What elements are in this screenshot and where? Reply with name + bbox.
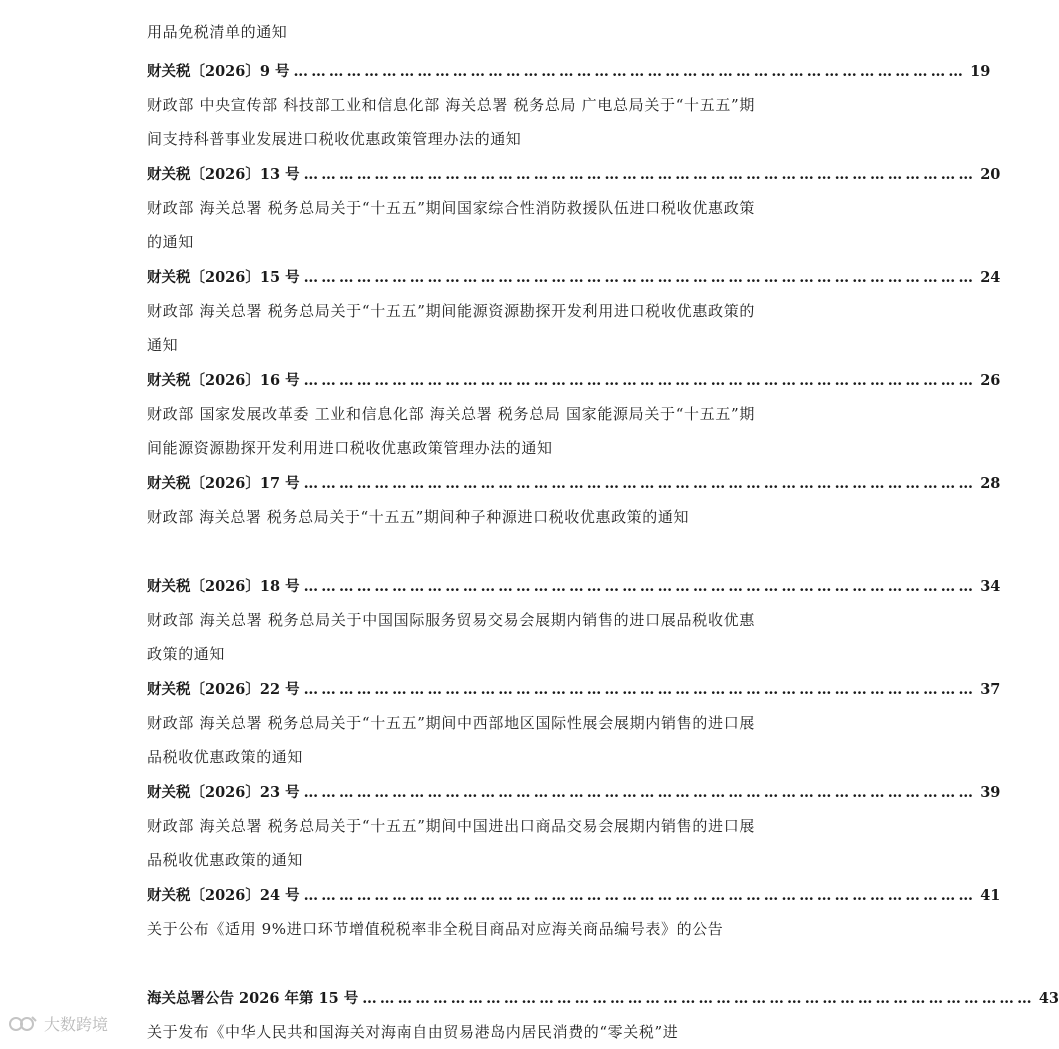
toc-entry-heading (147, 163, 1001, 185)
document-code: 财关税〔2026〕22 号 (147, 681, 300, 698)
document-title: 财政部 海关总署 税务总局关于“十五五”期间国家综合性消防救援队伍进口税收优惠政策的通知 (147, 199, 755, 251)
toc-entry[interactable] (147, 987, 1059, 1049)
page-number: 26 (980, 372, 1001, 389)
page-number: 20 (980, 166, 1001, 183)
page-number: 43 (1038, 990, 1059, 1007)
toc-entry-heading (147, 781, 1001, 803)
document-code: 财关税〔2026〕15 号 (147, 269, 300, 286)
document-code: 海关总署公告 2026 年第 15 号 (147, 990, 359, 1007)
document-code: 财关税〔2026〕18 号 (147, 578, 300, 595)
toc-entry-heading (147, 60, 991, 82)
document-title: 财政部 海关总署 税务总局关于“十五五”期间种子种源进口税收优惠政策的通知 (147, 508, 690, 526)
leader-dots: …………………………………………………………………………………………………… (303, 681, 977, 698)
toc-entry-heading (147, 987, 1059, 1009)
page-number: 24 (980, 269, 1001, 286)
page-number: 41 (980, 887, 1001, 904)
page-number: 28 (980, 475, 1001, 492)
toc-entry-heading (147, 266, 1001, 288)
document-title: 财政部 海关总署 税务总局关于“十五五”期间能源资源勘探开发利用进口税收优惠政策的通知 (147, 302, 755, 354)
continued-description: 用品免税清单的通知 (147, 23, 288, 41)
document-title: 财政部 海关总署 税务总局关于“十五五”期间中西部地区国际性展会展期内销售的进口展品税收优惠政策的通知 (147, 714, 755, 766)
page-number: 39 (980, 784, 1001, 801)
document-title: 财政部 中央宣传部 科技部工业和信息化部 海关总署 税务总局 广电总局关于“十五五”期间支持科普事业发展进口税收优惠政策管理办法的通知 (147, 96, 755, 148)
toc-entry-heading (147, 575, 1001, 597)
document-code: 财关税〔2026〕9 号 (147, 63, 290, 80)
page-number: 37 (980, 681, 1001, 698)
watermark-text: 大数跨境 (44, 1015, 109, 1034)
leader-dots: …………………………………………………………………………………………………… (303, 784, 977, 801)
toc-entry[interactable] (147, 781, 1001, 877)
toc-entry[interactable] (147, 60, 991, 156)
toc-entry[interactable] (147, 163, 1001, 259)
leader-dots: …………………………………………………………………………………………………… (303, 475, 977, 492)
page-number: 19 (970, 63, 991, 80)
toc-entry[interactable] (147, 369, 1001, 465)
document-code: 财关税〔2026〕17 号 (147, 475, 300, 492)
toc-entry[interactable] (147, 575, 1001, 671)
document-title: 财政部 国家发展改革委 工业和信息化部 海关总署 税务总局 国家能源局关于“十五五”期间能源资源勘探开发利用进口税收优惠政策管理办法的通知 (147, 405, 755, 457)
document-code: 财关税〔2026〕24 号 (147, 887, 300, 904)
toc-entry[interactable] (147, 678, 1001, 774)
document-title: 关于公布《适用 9%进口环节增值税税率非全税目商品对应海关商品编号表》的公告 (147, 920, 724, 938)
document-title: 关于发布《中华人民共和国海关对海南自由贸易港岛内居民消费的“零关税”进 (147, 1023, 679, 1041)
page-number: 34 (980, 578, 1001, 595)
toc-entry-heading (147, 884, 1001, 906)
toc-entry-heading (147, 369, 1001, 391)
toc-entry[interactable] (147, 472, 1001, 534)
toc-entry-heading (147, 678, 1001, 700)
leader-dots: …………………………………………………………………………………………………… (293, 63, 967, 80)
toc-entry[interactable] (147, 266, 1001, 362)
document-code: 财关税〔2026〕23 号 (147, 784, 300, 801)
watermark (8, 1012, 108, 1035)
leader-dots: …………………………………………………………………………………………………… (303, 372, 977, 389)
watermark-logo-icon (8, 1013, 38, 1035)
leader-dots: …………………………………………………………………………………………………… (303, 166, 977, 183)
document-code: 财关税〔2026〕16 号 (147, 372, 300, 389)
toc-entry-heading (147, 472, 1001, 494)
leader-dots: …………………………………………………………………………………………………… (303, 269, 977, 286)
toc-entry[interactable] (147, 884, 1001, 946)
document-title: 财政部 海关总署 税务总局关于“十五五”期间中国进出口商品交易会展期内销售的进口展品税收优惠政策的通知 (147, 817, 755, 869)
leader-dots: …………………………………………………………………………………………………… (362, 990, 1035, 1007)
document-title: 财政部 海关总署 税务总局关于中国国际服务贸易交易会展期内销售的进口展品税收优惠政策的通知 (147, 611, 755, 663)
leader-dots: …………………………………………………………………………………………………… (303, 887, 977, 904)
leader-dots: …………………………………………………………………………………………………… (303, 578, 977, 595)
document-code: 财关税〔2026〕13 号 (147, 166, 300, 183)
